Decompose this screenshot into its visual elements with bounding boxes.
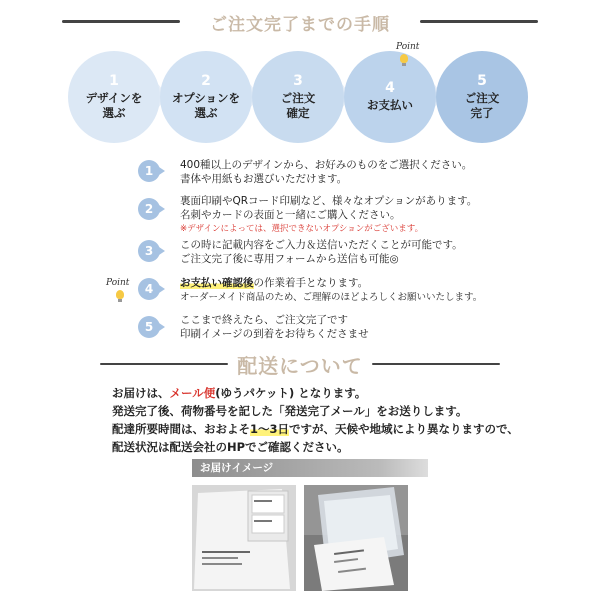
delivery-line-3: 配達所要時間は、おおよそ1〜3日ですが、天候や地域により異なりますので、 xyxy=(112,422,519,436)
step-5-text: 印刷イメージの到着をお待ちくださませ xyxy=(180,328,369,340)
step-circle-3: 3 ご注文 確定 xyxy=(252,51,344,143)
delivery-title: 配送について xyxy=(237,354,363,378)
step-bubble-2: 2 xyxy=(138,198,160,220)
step-2-note: ※デザインによっては、選択できないオプションがございます。 xyxy=(180,224,424,234)
lightbulb-icon xyxy=(400,54,408,63)
point-label: Point xyxy=(106,278,130,288)
step-4-text: お支払い確認後の作業着手となります。 xyxy=(180,277,369,289)
delivery-line-1: お届けは、メール便(ゆうパケット) となります。 xyxy=(112,386,367,400)
step-bubble-4: 4 xyxy=(138,278,160,300)
step-1-text: 400種以上のデザインから、お好みのものをご選択ください。 xyxy=(180,159,473,171)
point-label: Point xyxy=(396,42,420,52)
step-bubble-3: 3 xyxy=(138,240,160,262)
envelope-photo xyxy=(192,485,296,591)
step-circle-4: 4 お支払い xyxy=(344,51,436,143)
delivery-line-4: 配送状況は配送会社のHPでご確認ください。 xyxy=(112,440,349,454)
step-4-text: オーダーメイド商品のため、ご理解のほどよろしくお願いいたします。 xyxy=(180,292,483,303)
step-1-text: 書体や用紙もお選びいただけます。 xyxy=(180,173,348,185)
delivery-image-label: お届けイメージ xyxy=(192,459,428,477)
step-bubble-1: 1 xyxy=(138,160,160,182)
step-3-text: ご注文完了後に専用フォームから送信も可能◎ xyxy=(180,253,399,265)
order-steps-title: ご注文完了までの手順 xyxy=(210,15,390,35)
step-2-text: 裏面印刷やQRコード印刷など、様々なオプションがあります。 xyxy=(180,195,478,207)
step-circle-5: 5 ご注文 完了 xyxy=(436,51,528,143)
step-5-text: ここまで終えたら、ご注文完了です xyxy=(180,314,348,326)
step-circle-1: 1 デザインを 選ぶ xyxy=(68,51,160,143)
payment-confirm-highlight: お支払い確認後 xyxy=(180,277,254,289)
step-3-text: この時に記載内容をご入力＆送信いただくことが可能です。 xyxy=(180,239,463,251)
card-case-photo xyxy=(304,485,408,591)
delivery-line-2: 発送完了後、荷物番号を記した「発送完了メール」をお送りします。 xyxy=(112,404,468,418)
lightbulb-icon xyxy=(116,290,124,299)
step-bubble-5: 5 xyxy=(138,316,160,338)
step-circle-2: 2 オプションを 選ぶ xyxy=(160,51,252,143)
step-2-text: 名刺やカードの表面と一緒にご購入ください。 xyxy=(180,209,401,221)
